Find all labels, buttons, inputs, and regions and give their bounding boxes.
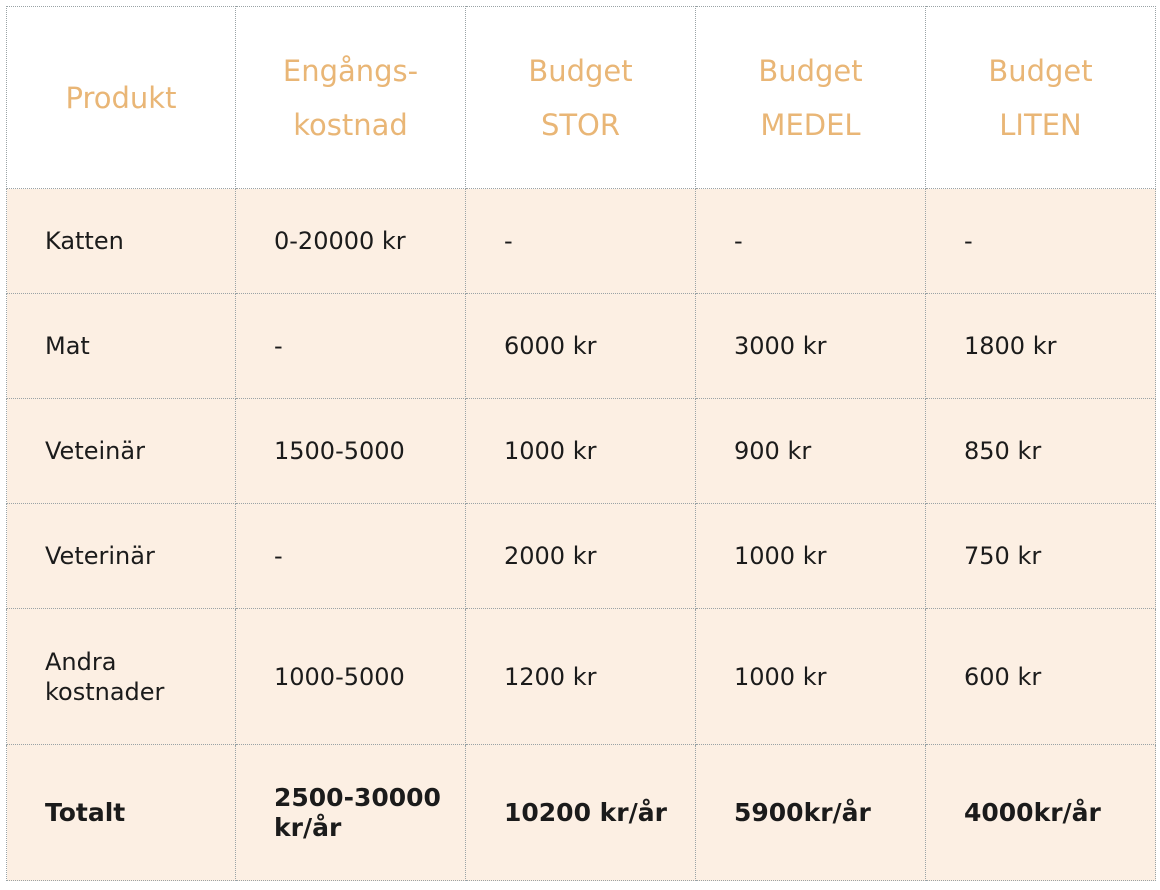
header-budget-medel: Budget MEDEL: [696, 7, 926, 189]
cell-budget-stor: 6000 kr: [466, 294, 696, 399]
cell-produkt: Veteinär: [7, 399, 236, 504]
cell-budget-liten: 1800 kr: [926, 294, 1156, 399]
cell-budget-stor: 2000 kr: [466, 504, 696, 609]
cell-budget-medel: 900 kr: [696, 399, 926, 504]
cell-budget-medel: 3000 kr: [696, 294, 926, 399]
cell-engangskostnad: -: [236, 294, 466, 399]
header-budget-stor: Budget STOR: [466, 7, 696, 189]
cell-budget-medel: 1000 kr: [696, 504, 926, 609]
cell-budget-medel: -: [696, 189, 926, 294]
cell-budget-stor: 1000 kr: [466, 399, 696, 504]
budget-table: [6, 6, 1156, 881]
cell-budget-stor: -: [466, 189, 696, 294]
table-row: [7, 504, 1156, 609]
cell-produkt: Veterinär: [7, 504, 236, 609]
cell-total-budget-medel: 5900kr/år: [696, 745, 926, 881]
budget-table-container: [6, 6, 1156, 881]
cell-engangskostnad: 1000-5000: [236, 609, 466, 745]
cell-engangskostnad: 1500-5000: [236, 399, 466, 504]
cell-total-label: Totalt: [7, 745, 236, 881]
table-row: [7, 189, 1156, 294]
header-engangskostnad: Engångs- kostnad: [236, 7, 466, 189]
table-total-row: [7, 745, 1156, 881]
cell-budget-liten: 850 kr: [926, 399, 1156, 504]
table-row: [7, 609, 1156, 745]
cell-budget-liten: -: [926, 189, 1156, 294]
table-row: [7, 294, 1156, 399]
cell-produkt: Andra kostnader: [7, 609, 236, 745]
table-header-row: [7, 7, 1156, 189]
cell-budget-liten: 600 kr: [926, 609, 1156, 745]
header-budget-liten: Budget LITEN: [926, 7, 1156, 189]
cell-budget-stor: 1200 kr: [466, 609, 696, 745]
table-row: [7, 399, 1156, 504]
cell-engangskostnad: 0-20000 kr: [236, 189, 466, 294]
cell-produkt: Mat: [7, 294, 236, 399]
header-produkt: Produkt: [7, 7, 236, 189]
cell-total-budget-liten: 4000kr/år: [926, 745, 1156, 881]
cell-total-engangskostnad: 2500-30000 kr/år: [236, 745, 466, 881]
cell-budget-liten: 750 kr: [926, 504, 1156, 609]
cell-budget-medel: 1000 kr: [696, 609, 926, 745]
cell-total-budget-stor: 10200 kr/år: [466, 745, 696, 881]
cell-produkt: Katten: [7, 189, 236, 294]
cell-engangskostnad: -: [236, 504, 466, 609]
